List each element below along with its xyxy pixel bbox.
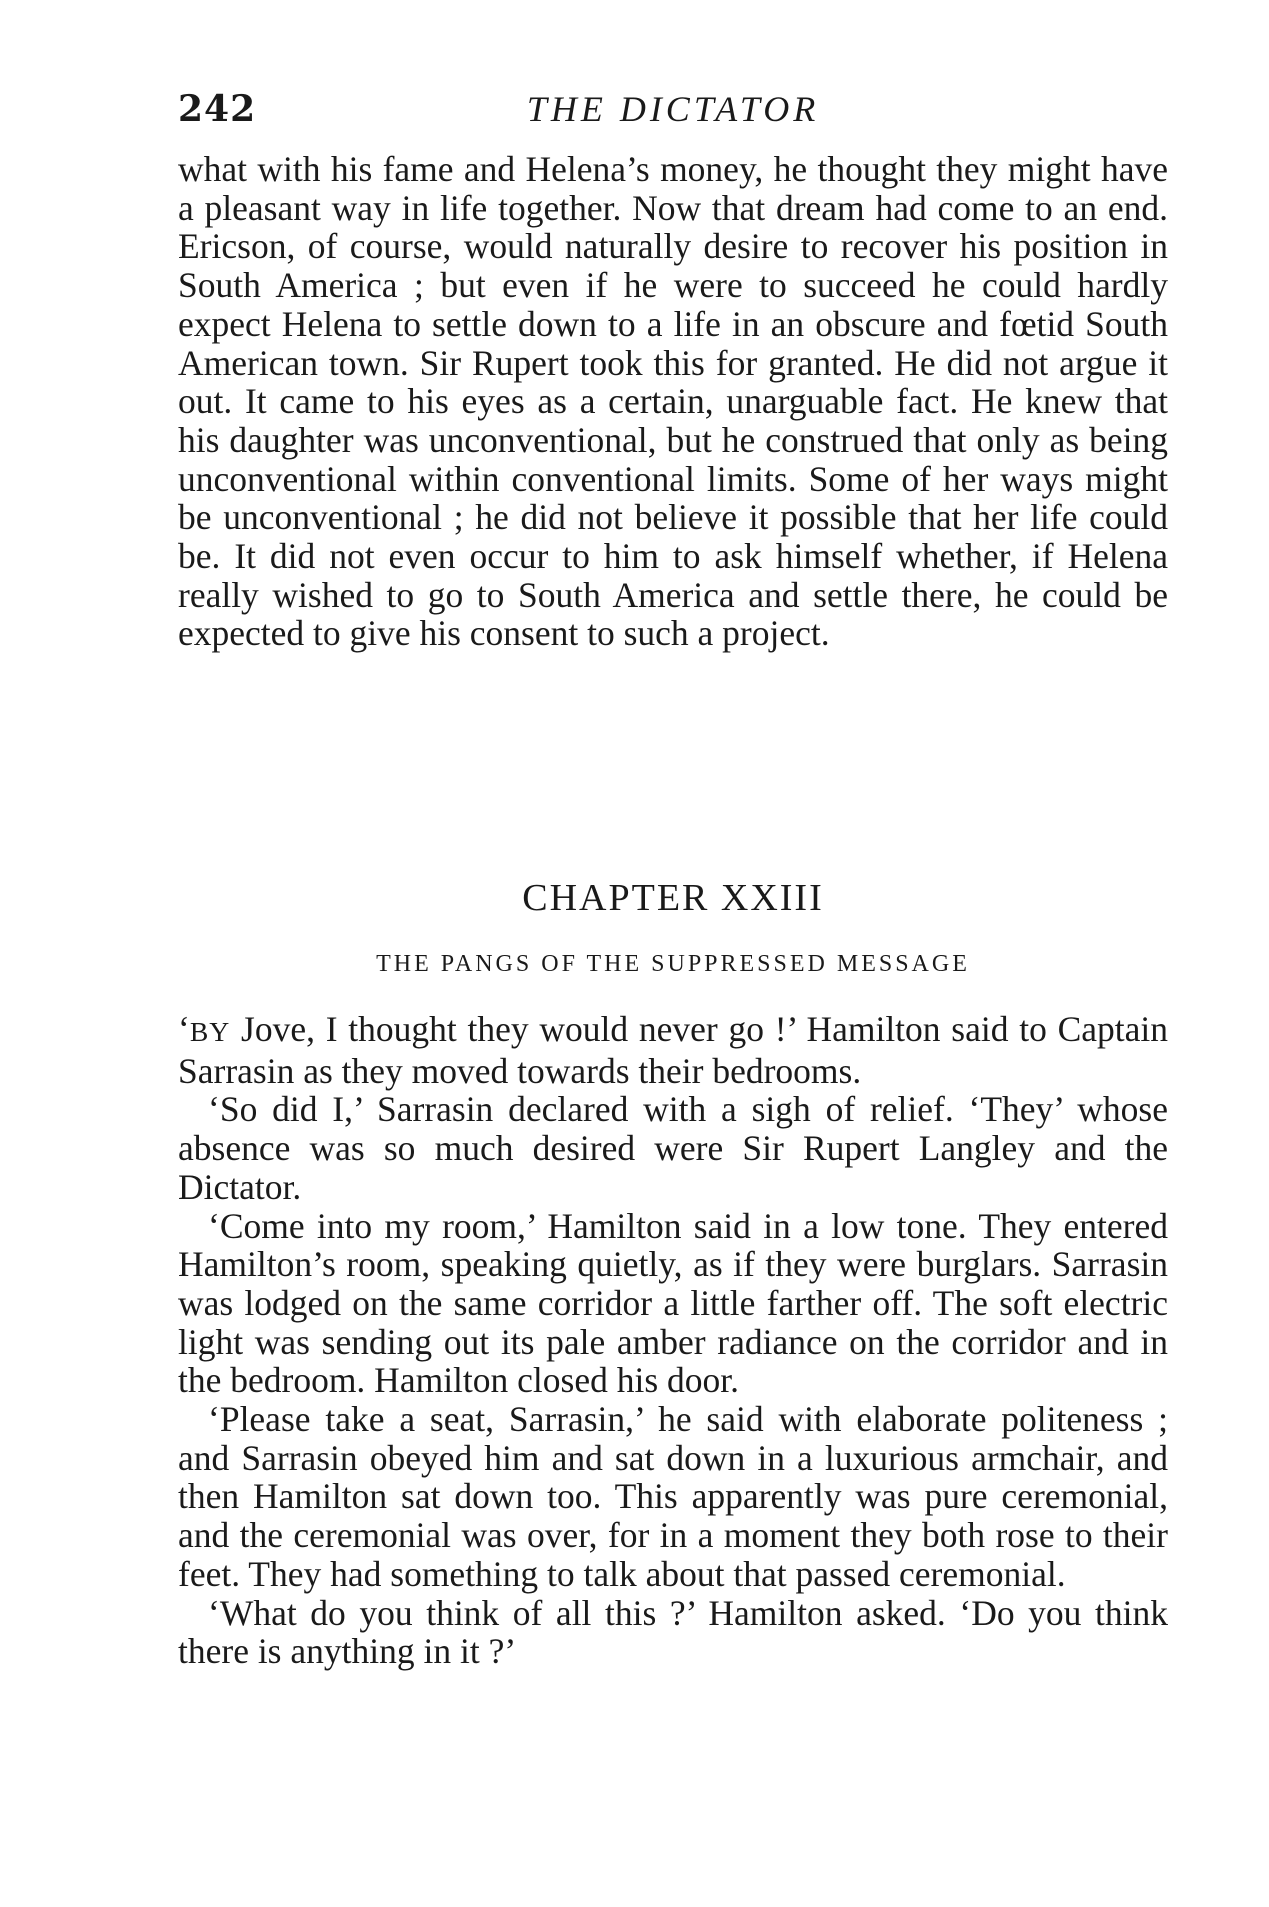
paragraph: ‘What do you think of all this ?’ Hamilton asked. ‘Do you think there is anything in it ?’ bbox=[178, 1592, 1168, 1672]
paragraph: what with his fame and Helena’s money, he thought they might have a pleasant way in life together. Now that dream had come to an end. Ericson, of course, would naturally desire to recover his position in South America ; but even if he were to succeed he could hardly expect Helena to settle down to a life in an obscure and fœtid South American town. Sir Rupert took this for granted. He did not argue it out. It came to his eyes as a certain, unarguable fact. He knew that his daughter was unconventional, but he construed that only as being unconventional within conventional limits. Some of her ways might be unconventional ; he did not believe it possible that her life could be. It did not even occur to him to ask himself whether, if Helena really wished to go to South America and settle there, he could be expected to give his consent to such a project. bbox=[178, 149, 1168, 654]
paragraph-text: Jove, I thought they would never go !’ Hamilton said to Captain Sarrasin as they moved towards their bedrooms. bbox=[178, 1009, 1168, 1091]
running-title: THE DICTATOR bbox=[526, 89, 820, 129]
page-number: 242 bbox=[178, 88, 257, 130]
paragraph bbox=[178, 1010, 1168, 1090]
previous-section-text bbox=[178, 150, 1168, 653]
opening-small-caps: BY bbox=[189, 1016, 231, 1047]
chapter-title: CHAPTER XXIII bbox=[522, 877, 824, 919]
paragraph: ‘So did I,’ Sarrasin declared with a sigh of relief. ‘They’ whose absence was so much desired were Sir Rupert Langley and the Dictator. bbox=[178, 1089, 1168, 1207]
opening-quote: ‘ bbox=[178, 1009, 190, 1049]
chapter-body bbox=[178, 1010, 1168, 1671]
paragraph: ‘Please take a seat, Sarrasin,’ he said with elaborate politeness ; and Sarrasin obeyed him and sat down in a luxurious armchair, and then Hamilton sat down too. This apparently was pure ceremonial, and the ceremonial was over, for in a moment they both rose to their feet. They had something to talk about that passed ceremonial. bbox=[178, 1399, 1168, 1594]
running-head bbox=[178, 88, 1168, 134]
chapter-subtitle: THE PANGS OF THE SUPPRESSED MESSAGE bbox=[376, 951, 970, 977]
paragraph: ‘Come into my room,’ Hamilton said in a low tone. They entered Hamilton’s room, speaking quietly, as if they were burglars. Sarrasin was lodged on the same corridor a little farther off. The soft electric light was sending out its pale amber radiance on the corridor and in the bedroom. Hamilton closed his door. bbox=[178, 1205, 1168, 1401]
